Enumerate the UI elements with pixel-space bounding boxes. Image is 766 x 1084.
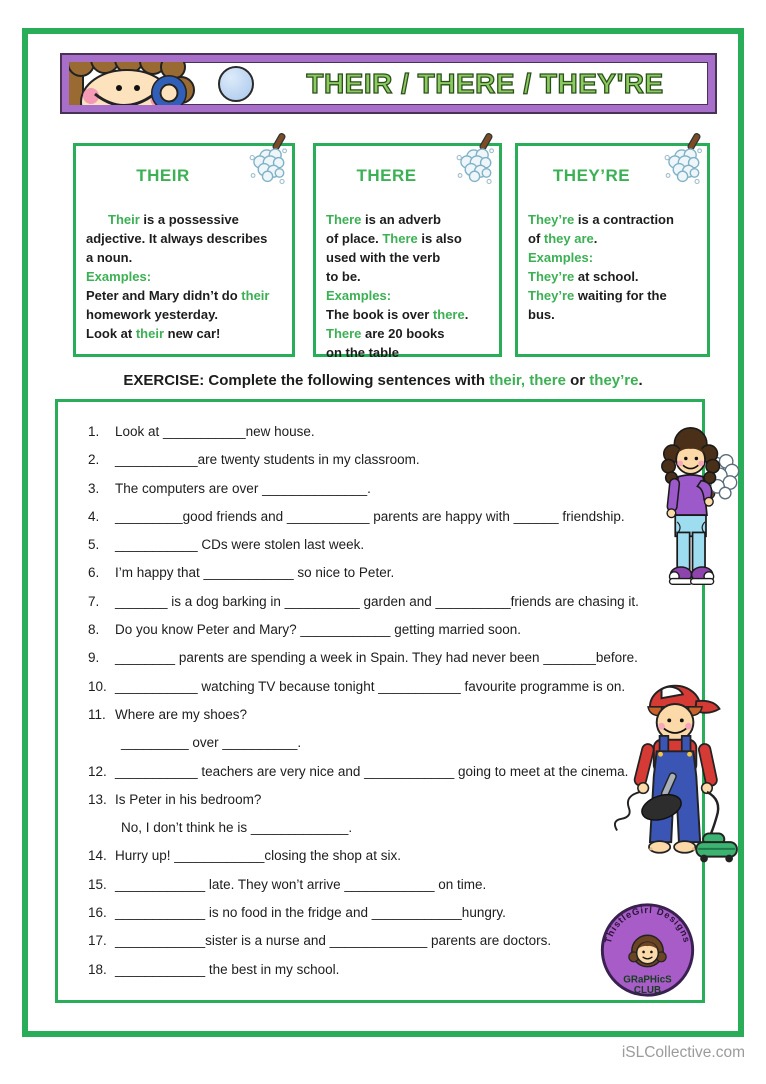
text-segment: is a contraction <box>574 212 674 227</box>
item-sentence: ____________ late. They won’t arrive ____________ on time. <box>115 876 487 892</box>
text-segment: Examples: <box>528 250 594 265</box>
text-segment: They’re <box>528 288 575 303</box>
definition-line <box>326 210 491 229</box>
definition-line <box>86 248 284 267</box>
text-segment: They’re <box>528 212 575 227</box>
text-segment: used with the verb <box>326 250 441 265</box>
exercise-item <box>88 842 696 870</box>
item-sentence: ________ parents are spending a week in Spain. They had never been _______before. <box>115 650 638 666</box>
exercise-item <box>88 758 696 786</box>
item-number: 16. <box>88 905 107 921</box>
item-sentence: Where are my shoes? <box>115 706 248 722</box>
item-number: 7. <box>88 593 100 609</box>
text-segment: of place. <box>326 231 383 246</box>
text-segment: EXERCISE: Complete the following sentences with <box>123 372 490 389</box>
text-segment: to be. <box>326 269 361 284</box>
definition-line <box>326 248 491 267</box>
feather-duster-icon <box>449 134 495 188</box>
item-sentence: _________good friends and ___________ parents are happy with ______ friendship. <box>115 508 625 524</box>
text-segment: . <box>638 372 643 389</box>
text-segment: bus. <box>528 307 555 322</box>
girl-with-duster-illustration <box>645 423 742 591</box>
text-segment: Look at <box>86 326 136 341</box>
text-segment: homework yesterday. <box>86 307 218 322</box>
definition-box-title: THEY’RE <box>552 166 631 185</box>
text-segment: Their <box>108 212 140 227</box>
text-segment: is also <box>417 231 462 246</box>
text-segment: Examples: <box>86 269 152 284</box>
item-text <box>115 842 696 870</box>
exercise-item <box>88 588 696 616</box>
item-text <box>115 531 696 559</box>
item-sentence: The computers are over ______________. <box>115 480 371 496</box>
exercise-item <box>88 616 696 644</box>
logo-bottom-text-1: GRaPHicS <box>623 974 672 986</box>
text-segment: they’re <box>589 372 639 389</box>
item-number: 18. <box>88 961 107 977</box>
exercise-item <box>88 786 696 843</box>
definition-line <box>528 248 699 267</box>
text-segment: they are <box>543 231 594 246</box>
logo-top-text: ThistleGirl Designs <box>602 904 693 945</box>
item-text <box>115 446 696 474</box>
item-number: 14. <box>88 848 107 864</box>
text-segment: is an adverb <box>361 212 441 227</box>
text-segment: Peter and Mary didn’t do <box>86 288 242 303</box>
item-number: 8. <box>88 622 100 638</box>
definition-line <box>86 286 284 305</box>
item-sentence: ___________ teachers are very nice and ____________ going to meet at the cinema. <box>115 763 629 779</box>
text-segment: their <box>241 288 270 303</box>
definition-box-text <box>528 210 699 324</box>
item-text <box>115 475 696 503</box>
definition-box <box>313 143 502 360</box>
text-segment: . <box>593 231 598 246</box>
exercise-item <box>88 503 696 531</box>
blue-circle-icon <box>218 66 254 102</box>
item-sentence: Look at ___________new house. <box>115 424 315 439</box>
definition-line <box>528 267 699 286</box>
islcollective-watermark: iSLCollective.com <box>621 1044 745 1061</box>
definition-boxes <box>73 143 710 360</box>
item-sentence: ____________sister is a nurse and _____________ parents are doctors. <box>115 933 552 949</box>
item-continuation-line: _________ over __________. <box>121 735 302 751</box>
item-sentence: Is Peter in his bedroom? <box>115 791 262 807</box>
exercise-item <box>88 418 696 446</box>
text-segment: adjective. It always describes <box>86 231 268 246</box>
item-number: 6. <box>88 565 100 581</box>
text-segment: new car! <box>164 326 221 341</box>
text-segment: their, there <box>489 372 566 389</box>
definition-line <box>86 305 284 324</box>
definition-line <box>86 210 284 229</box>
item-text <box>115 701 696 758</box>
exercise-item <box>88 559 696 587</box>
definition-line <box>326 305 491 324</box>
exercise-item <box>88 644 696 672</box>
exercise-item <box>88 446 696 474</box>
item-sentence: I’m happy that ____________ so nice to Peter. <box>115 565 395 581</box>
item-number: 12. <box>88 763 107 779</box>
text-segment: or <box>565 372 590 389</box>
item-text <box>115 616 696 644</box>
item-sentence: ____________ the best in my school. <box>115 961 340 977</box>
item-text <box>115 588 696 616</box>
definition-line <box>528 286 699 305</box>
definition-line <box>326 324 491 343</box>
text-segment: They’re <box>528 269 575 284</box>
item-sentence: ____________ is no food in the fridge and ____________hungry. <box>115 905 506 921</box>
item-sentence: _______ is a dog barking in __________ garden and __________friends are chasing it. <box>115 593 639 609</box>
worksheet-title: THEIR / THERE / THEY'RE <box>306 68 664 99</box>
item-text <box>115 786 696 843</box>
definition-line <box>528 305 699 324</box>
definition-box <box>515 143 710 357</box>
item-text <box>115 644 696 672</box>
item-sentence: Do you know Peter and Mary? ____________ getting married soon. <box>115 622 522 638</box>
item-number: 17. <box>88 933 107 949</box>
item-text <box>115 503 696 531</box>
item-sentence: Hurry up! ____________closing the shop at six. <box>115 848 401 864</box>
definition-box-text <box>326 210 491 362</box>
item-number: 11. <box>88 706 106 722</box>
exercise-item <box>88 701 696 758</box>
definition-line <box>528 210 699 229</box>
exercise-item <box>88 871 696 899</box>
item-number: 4. <box>88 508 100 524</box>
item-sentence: ___________ watching TV because tonight ___________ favourite programme is on. <box>115 678 626 694</box>
definition-line <box>86 229 284 248</box>
text-segment: there <box>432 307 465 322</box>
text-segment: waiting for the <box>574 288 667 303</box>
definition-line <box>326 267 491 286</box>
item-number: 15. <box>88 876 107 892</box>
definition-line <box>326 229 491 248</box>
exercise-instruction <box>22 372 744 389</box>
item-sentence: ___________are twenty students in my classroom. <box>115 452 420 468</box>
girl-face-illustration <box>69 62 204 105</box>
item-number: 1. <box>88 424 100 439</box>
text-segment: of <box>528 231 544 246</box>
definition-box-title: THERE <box>356 166 417 185</box>
definition-line <box>326 343 491 362</box>
text-segment: at school. <box>574 269 639 284</box>
text-segment: are 20 books <box>361 326 445 341</box>
exercise-item <box>88 531 696 559</box>
boy-with-vacuum-illustration <box>610 676 743 874</box>
definition-line <box>326 286 491 305</box>
text-segment: There <box>326 212 362 227</box>
item-text <box>115 871 696 899</box>
item-continuation-line: No, I don’t think he is _____________. <box>121 820 353 836</box>
text-segment: their <box>135 326 165 341</box>
item-number: 13. <box>88 791 107 807</box>
item-number: 9. <box>88 650 100 666</box>
exercise-item <box>88 673 696 701</box>
definition-line <box>528 229 699 248</box>
text-segment: on the table <box>326 345 399 360</box>
item-number: 2. <box>88 452 100 468</box>
text-segment: Examples: <box>326 288 392 303</box>
text-segment: There <box>382 231 418 246</box>
item-text <box>115 673 696 701</box>
definition-box <box>73 143 295 357</box>
text-segment: There <box>326 326 362 341</box>
feather-duster-icon <box>242 134 288 188</box>
exercise-item <box>88 475 696 503</box>
text-segment: . <box>464 307 469 322</box>
item-number: 5. <box>88 537 100 553</box>
item-text <box>115 758 696 786</box>
item-text <box>115 418 696 446</box>
thistlegirl-logo <box>598 896 697 1004</box>
feather-duster-icon <box>657 134 703 188</box>
definition-line <box>86 267 284 286</box>
logo-bottom-text-2: CLUB <box>633 985 662 997</box>
item-sentence: ___________ CDs were stolen last week. <box>115 537 365 553</box>
text-segment: a noun. <box>86 250 133 265</box>
item-number: 10. <box>88 678 107 694</box>
text-segment: The book is over <box>326 307 433 322</box>
definition-box-text <box>86 210 284 343</box>
item-number: 3. <box>88 480 100 496</box>
definition-box-title: THEIR <box>136 166 190 185</box>
text-segment: is a possessive <box>139 212 239 227</box>
item-text <box>115 559 696 587</box>
title-banner <box>62 55 715 112</box>
definition-line <box>86 324 284 343</box>
